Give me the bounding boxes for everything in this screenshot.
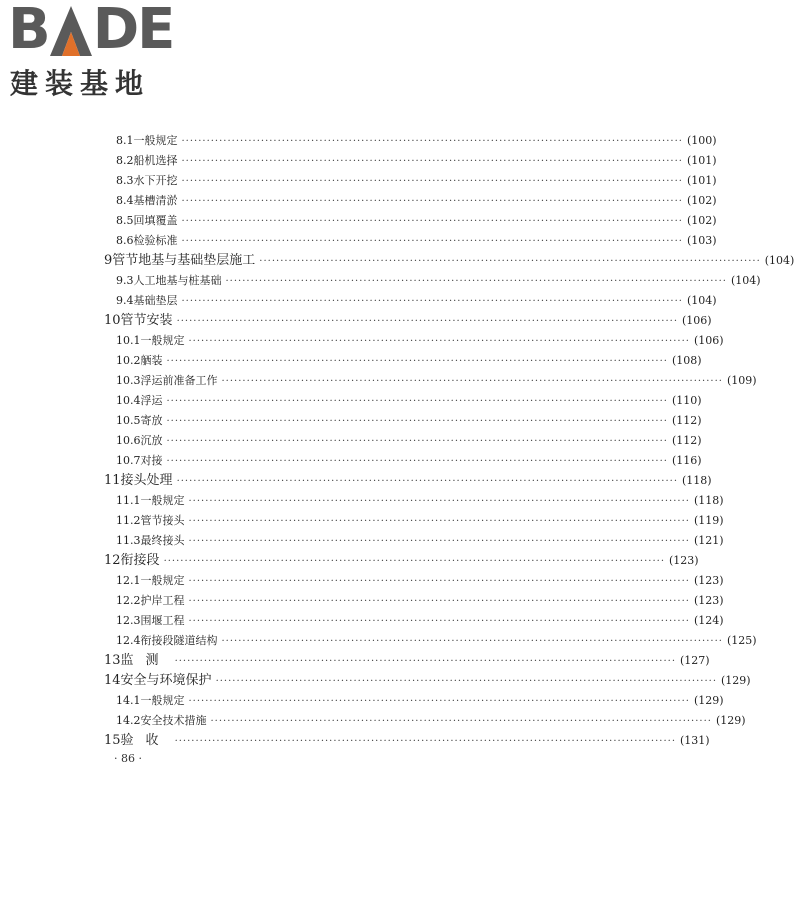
toc-leader-dots: ························································································································ — [181, 296, 683, 307]
toc-title: 一般规定 — [140, 494, 185, 507]
toc-section-row[interactable] — [104, 231, 717, 251]
toc-section-row[interactable] — [104, 511, 724, 531]
toc-title: 管节安装 — [120, 313, 173, 328]
toc-title: 浮运 — [140, 394, 163, 407]
toc-title: 基础垫层 — [133, 294, 178, 307]
toc-page-number: (106) — [693, 334, 724, 347]
toc-leader-dots: ························································································································ — [181, 196, 683, 207]
toc-page-number: (119) — [693, 514, 724, 527]
toc-page-number: (104) — [764, 254, 794, 267]
toc-leader-dots: ························································································································ — [225, 276, 727, 287]
toc-page-number: (127) — [680, 654, 710, 667]
toc-number: 12.1 — [116, 574, 141, 587]
toc-title: 船机选择 — [133, 154, 178, 167]
toc-number: 8.3 — [116, 174, 134, 187]
toc-title: 管节接头 — [140, 514, 185, 527]
toc-leader-dots: ························································································································ — [166, 396, 668, 407]
toc-leader-dots: ························································································································ — [188, 616, 690, 627]
toc-section-row[interactable] — [104, 371, 757, 391]
toc-number: 14.2 — [116, 714, 141, 727]
toc-page-number: (109) — [726, 374, 757, 387]
toc-leader-dots: ························································································································ — [188, 536, 690, 547]
toc-page-number: (121) — [693, 534, 724, 547]
toc-title: 监测 — [120, 653, 171, 668]
toc-page-number: (110) — [671, 394, 702, 407]
toc-leader-dots: ························································································································ — [176, 316, 679, 327]
toc-number: 11.1 — [116, 494, 141, 507]
toc-chapter-row[interactable] — [104, 251, 794, 271]
toc-chapter-row[interactable] — [104, 551, 699, 571]
toc-section-row[interactable] — [104, 171, 717, 191]
toc-section-row[interactable] — [104, 691, 724, 711]
toc-page-number: (129) — [693, 694, 724, 707]
toc-page-number: (129) — [715, 714, 746, 727]
toc-leader-dots: ························································································································ — [188, 596, 690, 607]
toc-page-number: (104) — [686, 294, 717, 307]
toc-leader-dots: ························································································································ — [210, 716, 712, 727]
toc-page-number: (108) — [671, 354, 702, 367]
toc-page-number: (118) — [682, 474, 712, 487]
toc-leader-dots: ························································································································ — [166, 356, 668, 367]
toc-title: 安全技术措施 — [140, 714, 207, 727]
toc-chapter-row[interactable] — [104, 311, 712, 331]
toc-page-number: (123) — [693, 574, 724, 587]
toc-leader-dots: ························································································································ — [181, 236, 683, 247]
toc-number: 10.3 — [116, 374, 141, 387]
toc-number: 10.4 — [116, 394, 141, 407]
page-number: · 86 · — [114, 752, 142, 765]
toc-page-number: (112) — [671, 434, 702, 447]
toc-title: 衔接段 — [120, 553, 160, 568]
toc-number: 12.2 — [116, 594, 141, 607]
toc-section-row[interactable] — [104, 571, 724, 591]
toc-title: 验收 — [120, 733, 171, 748]
toc-leader-dots: ························································································································ — [188, 516, 690, 527]
toc-number: 8.4 — [116, 194, 134, 207]
toc-chapter-row[interactable] — [104, 651, 710, 671]
toc-chapter-row[interactable] — [104, 671, 751, 691]
toc-number: 8.1 — [116, 134, 134, 147]
toc-section-row[interactable] — [104, 491, 724, 511]
toc-number: 13 — [104, 653, 121, 668]
table-of-contents — [104, 131, 794, 751]
toc-page-number: (102) — [686, 194, 717, 207]
toc-leader-dots: ························································································································ — [174, 656, 677, 667]
toc-leader-dots: ························································································································ — [166, 416, 668, 427]
toc-title: 基槽清淤 — [133, 194, 178, 207]
logo-chinese-text: 建装基地 — [10, 67, 151, 100]
toc-leader-dots: ························································································································ — [181, 136, 683, 147]
toc-number: 12.4 — [116, 634, 141, 647]
toc-number: 10.6 — [116, 434, 141, 447]
toc-section-row[interactable] — [104, 191, 717, 211]
toc-title: 回填覆盖 — [133, 214, 178, 227]
toc-section-row[interactable] — [104, 211, 717, 231]
toc-number: 8.5 — [116, 214, 134, 227]
toc-number: 12.3 — [116, 614, 141, 627]
toc-page-number: (106) — [682, 314, 712, 327]
toc-page-number: (118) — [693, 494, 724, 507]
toc-number: 10.2 — [116, 354, 141, 367]
logo-letter-a — [50, 6, 92, 56]
toc-number: 12 — [104, 553, 121, 568]
toc-section-row[interactable] — [104, 151, 717, 171]
toc-number: 11.2 — [116, 514, 141, 527]
toc-title: 对接 — [140, 454, 163, 467]
toc-number: 9 — [104, 253, 113, 268]
toc-page-number: (101) — [686, 174, 717, 187]
toc-number: 9.3 — [116, 274, 134, 287]
toc-title: 围堰工程 — [140, 614, 185, 627]
toc-page-number: (112) — [671, 414, 702, 427]
toc-title: 一般规定 — [140, 574, 185, 587]
toc-section-row[interactable] — [104, 291, 717, 311]
toc-number: 14 — [104, 673, 121, 688]
toc-page-number: (116) — [671, 454, 702, 467]
toc-section-row[interactable] — [104, 711, 746, 731]
toc-page-number: (104) — [730, 274, 761, 287]
toc-number: 10.5 — [116, 414, 141, 427]
logo-a-shape — [50, 6, 92, 56]
toc-leader-dots: ························································································································ — [259, 256, 761, 267]
toc-title: 检验标准 — [133, 234, 178, 247]
toc-page-number: (123) — [693, 594, 724, 607]
toc-leader-dots: ························································································································ — [166, 456, 668, 467]
logo-letters-b: B — [8, 0, 49, 62]
toc-leader-dots: ························································································································ — [188, 496, 690, 507]
toc-title: 护岸工程 — [140, 594, 185, 607]
toc-chapter-row[interactable] — [104, 471, 712, 491]
toc-section-row[interactable] — [104, 331, 724, 351]
toc-page-number: (124) — [693, 614, 724, 627]
toc-number: 10.1 — [116, 334, 141, 347]
toc-leader-dots: ························································································································ — [176, 476, 679, 487]
toc-leader-dots: ························································································································ — [166, 436, 668, 447]
logo — [8, 0, 174, 102]
toc-page-number: (125) — [726, 634, 757, 647]
toc-section-row[interactable] — [104, 591, 724, 611]
toc-title: 一般规定 — [133, 134, 178, 147]
toc-number: 10 — [104, 313, 121, 328]
toc-title: 一般规定 — [140, 694, 185, 707]
toc-title: 舾装 — [140, 354, 163, 367]
toc-page-number: (131) — [680, 734, 710, 747]
toc-leader-dots: ························································································································ — [221, 376, 723, 387]
toc-page-number: (129) — [721, 674, 751, 687]
toc-section-row[interactable] — [104, 451, 702, 471]
toc-section-row[interactable] — [104, 271, 761, 291]
toc-title: 沉放 — [140, 434, 163, 447]
toc-section-row[interactable] — [104, 611, 724, 631]
toc-page-number: (123) — [669, 554, 699, 567]
toc-number: 11.3 — [116, 534, 141, 547]
toc-chapter-row[interactable] — [104, 731, 710, 751]
toc-title: 接头处理 — [120, 473, 173, 488]
toc-number: 15 — [104, 733, 121, 748]
toc-leader-dots: ························································································································ — [163, 556, 666, 567]
logo-wordmark — [8, 0, 174, 62]
toc-page-number: (103) — [686, 234, 717, 247]
toc-title: 衔接段隧道结构 — [140, 634, 218, 647]
toc-number: 8.6 — [116, 234, 134, 247]
toc-title: 水下开挖 — [133, 174, 178, 187]
toc-section-row[interactable] — [104, 531, 724, 551]
toc-section-row[interactable] — [104, 351, 702, 371]
toc-title: 寄放 — [140, 414, 163, 427]
toc-title: 安全与环境保护 — [120, 673, 212, 688]
toc-number: 10.7 — [116, 454, 141, 467]
toc-title: 管节地基与基础垫层施工 — [112, 253, 256, 268]
toc-number: 14.1 — [116, 694, 141, 707]
toc-leader-dots: ························································································································ — [188, 576, 690, 587]
toc-title: 最终接头 — [140, 534, 185, 547]
toc-number: 9.4 — [116, 294, 134, 307]
toc-leader-dots: ························································································································ — [181, 216, 683, 227]
toc-title: 人工地基与桩基础 — [133, 274, 222, 287]
toc-page-number: (100) — [686, 134, 717, 147]
logo-letters-de: DE — [92, 0, 174, 62]
toc-section-row[interactable] — [104, 131, 717, 151]
toc-section-row[interactable] — [104, 411, 702, 431]
toc-title: 一般规定 — [140, 334, 185, 347]
toc-leader-dots: ························································································································ — [188, 696, 690, 707]
toc-leader-dots: ························································································································ — [181, 156, 683, 167]
toc-leader-dots: ························································································································ — [174, 736, 677, 747]
toc-number: 8.2 — [116, 154, 134, 167]
toc-leader-dots: ························································································································ — [215, 676, 718, 687]
toc-leader-dots: ························································································································ — [221, 636, 723, 647]
toc-leader-dots: ························································································································ — [188, 336, 690, 347]
toc-section-row[interactable] — [104, 631, 757, 651]
toc-section-row[interactable] — [104, 391, 702, 411]
toc-number: 11 — [104, 473, 121, 488]
toc-section-row[interactable] — [104, 431, 702, 451]
toc-page-number: (102) — [686, 214, 717, 227]
toc-page-number: (101) — [686, 154, 717, 167]
toc-leader-dots: ························································································································ — [181, 176, 683, 187]
toc-title: 浮运前准备工作 — [140, 374, 218, 387]
